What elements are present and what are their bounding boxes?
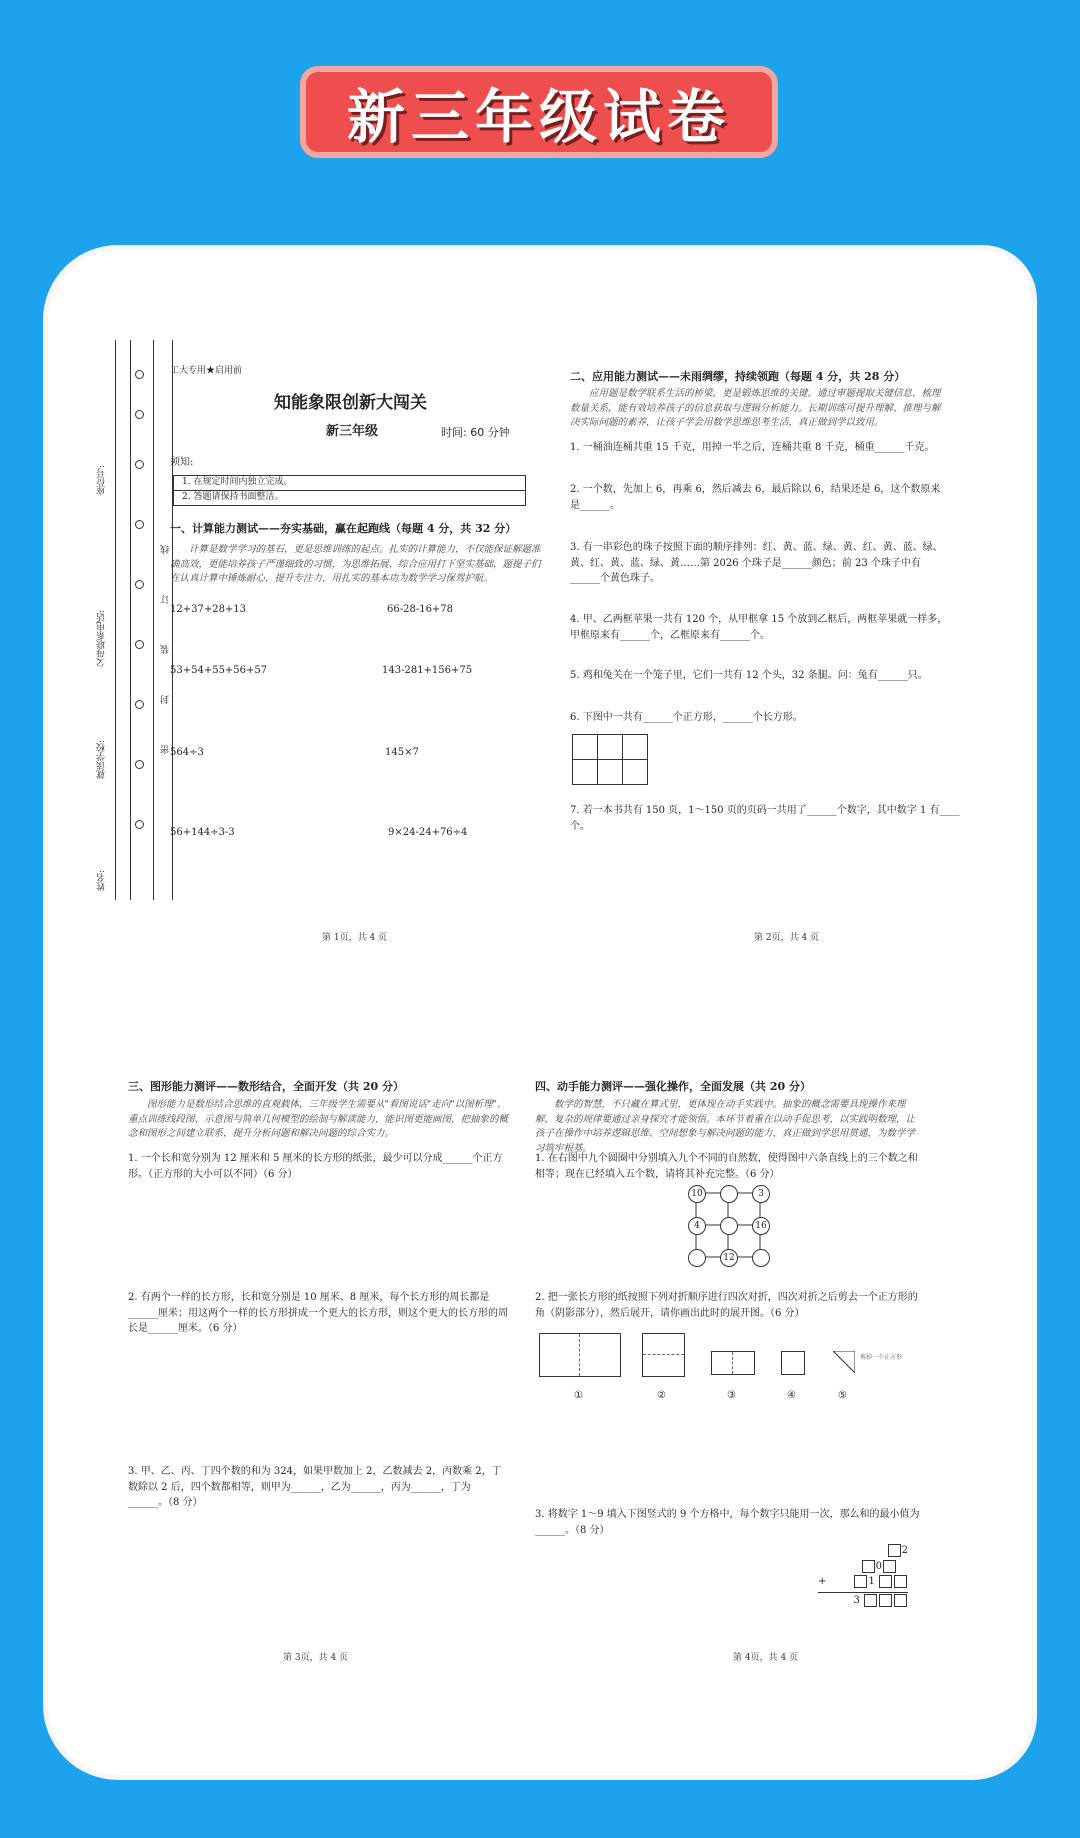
exam-tag: 工大专用★启用前 [170,366,243,376]
circle-mid-right: 16 [752,1217,770,1235]
fold-figure-4 [781,1351,805,1375]
notice-1: 1. 在规定时间内独立完成。 [174,476,525,491]
hands-question-2: 2. 把一张长方形的纸按照下列对折顺序进行四次对折，四次对折之后剪去一个正方形的角（阴影部分），然后展开，请你画出此时的展开图。（6 分） [535,1292,918,1319]
app-question-1: 1. 一桶油连桶共重 15 千克，用掉一半之后，连桶共重 8 千克，桶重______千克。 [570,442,935,453]
section-3-title: 三、图形能力测评——数形结合，全面开发（共 20 分） [128,1080,404,1093]
page-2-footer: 第 2页，共 4 页 [754,933,820,943]
circle-bottom-mid: 12 [720,1249,738,1267]
vertical-addition-figure [818,1543,908,1608]
app-question-2: 2. 一个数，先加上 6，再乘 6，然后减去 6，最后除以 6，结果还是 6，这个数原来是______。 [570,484,941,511]
page-4 [48,250,1032,1775]
fold-label-5: ⑤ [838,1390,847,1401]
notice-label: 须知: [170,457,194,468]
binding-char-order: 订 [161,595,171,604]
plus-sign: + [818,1576,827,1587]
fold-figure-3 [711,1351,755,1375]
section-2-intro: 应用题是数学联系生活的桥梁，更是锻炼思维的关键。通过审题提取关键信息、梳理数量关系，能有效培养孩子的信息获取与逻辑分析能力。长期训练可提升理解、推理与解决实际问题的素养，让孩子学会用数学思维思考生活，真正做到学以致用。 [570,388,941,429]
binding-char-secret: 密 [161,745,171,754]
circle-bottom-right [752,1249,770,1267]
calc-6: 145×7 [385,747,419,758]
section-4-title: 四、动手能力测评——强化操作，全面发展（共 20 分） [535,1080,811,1093]
fold-label-1: ① [574,1390,583,1401]
notice-2: 2. 答题请保持书面整洁。 [182,491,284,502]
fold-label-4: ④ [787,1390,796,1401]
section-2-title: 二、应用能力测试——未雨绸缪，持续领跑（每题 4 分，共 28 分） [570,370,906,383]
binding-char-bind: 装 [161,645,171,654]
exam-title: 知能象限创新大闯关 [274,393,427,413]
binding-char-line: 线 [161,545,171,554]
app-question-4: 4. 甲、乙两框苹果一共有 120 个，从甲框拿 15 个放到乙框后，两框苹果就一样多，甲框原来有______个，乙框原来有______个。 [570,614,948,641]
exam-time: 时间: 60 分钟 [441,426,510,439]
calc-4: 143-281+156+75 [382,665,473,676]
fold-figure-1 [539,1333,621,1377]
fold-figure-2 [642,1333,685,1377]
calc-3: 53+54+55+56+57 [170,665,268,676]
page-4-footer: 第 4页，共 4 页 [733,1653,799,1663]
hands-question-3: 3. 将数字 1～9 填入下图竖式的 9 个方格中，每个数字只能用一次，那么和的最小值为______。（8 分） [535,1509,920,1536]
circle-mid-left: 4 [688,1217,706,1235]
exam-grade: 新三年级 [326,424,379,439]
section-3-intro: 图形能力是数形结合思维的直观载体，三年级学生需要从"看图说话"走向"以图析理"。重点训练线段图、示意图与简单几何模型的绘制与解读能力，能识图更能画图，把抽象的概念和图形之间建立联系，提升分析问题和解决问题的综合实力。 [128,1099,509,1140]
binding-phone: 父母联系电话: [97,610,107,668]
title-banner [300,66,778,158]
binding-name: 姓名: [97,870,107,892]
fold-label-2: ② [657,1390,666,1401]
circle-top-mid [720,1185,738,1203]
circle-center [720,1217,738,1235]
calc-1: 12+37+28+13 [170,604,247,615]
circle-top-left: 10 [688,1185,706,1203]
shape-question-2: 2. 有两个一样的长方形，长和宽分别是 10 厘米、8 厘米，每个长方形的周长都是______厘米；用这两个一样的长方形拼成一个更大的长方形，则这个更大的长方形的周长是______厘米。（6 分） [128,1292,508,1334]
calc-7: 56+144÷3-3 [170,827,235,838]
fold-label-3: ③ [727,1390,736,1401]
section-4-intro: 数学的智慧，不只藏在算式里，更体现在动手实践中。抽象的概念需要具现操作来理解，复杂的规律要通过亲身探究才能领悟。本环节着重在以动手促思考，以实践明数理，让孩子在操作中培养逻辑思维、空间想象与解决问题的能力，真正做到学思用贯通，为数学学习筑牢根基。 [535,1099,916,1155]
circle-bottom-left [688,1249,706,1267]
fold-figure-5 [833,1351,855,1373]
circle-puzzle-figure [688,1185,768,1265]
addend-digit-2: 2 [901,1545,908,1556]
section-1-title: 一、计算能力测试——夯实基础，赢在起跑线（每题 4 分，共 32 分） [170,522,517,535]
hands-question-1: 1. 在右图中九个圆圈中分别填入九个不同的自然数，使得图中六条直线上的三个数之和相等；现在已经填入五个数，请将其补充完整。（6 分） [535,1153,918,1180]
circle-top-right: 3 [752,1185,770,1203]
calc-5: 564÷3 [170,747,204,758]
section-1-intro: 计算是数学学习的基石，更是思维训练的起点。扎实的计算能力，不仅能保证解题准确高效，更能培养孩子严谨细致的习惯，为思维拓展、综合应用打下坚实基础，题提子们在认真计算中锤炼耐心，提升专注力，用扎实的基本功为数学学习保驾护航。 [170,544,541,585]
banner-title: 新三年级试卷 [346,83,731,151]
exam-sheet [48,250,1032,1775]
app-question-3: 3. 有一串彩色的珠子按照下面的顺序排列：红、黄、蓝、绿、黄、红、黄、蓝、绿、黄、红、黄、蓝、绿、黄……第 2026 个珠子是______颜色；前 23 个珠子中有______个黄色珠子。 [570,542,943,584]
page-1-footer: 第 1页，共 4 页 [322,933,388,943]
sum-digit-3: 3 [853,1594,860,1606]
addend-digit-1: 1 [868,1576,875,1587]
binding-char-seal: 封 [161,695,171,704]
app-question-6: 6. 下图中一共有______个正方形，______个长方形。 [570,712,803,723]
calc-2: 66-28-16+78 [387,604,454,615]
fold-note: 剪掉一个正方形 [860,1354,903,1361]
page-3-footer: 第 3页，共 4 页 [283,1653,349,1663]
binding-seat: 座位号: [97,465,107,496]
binding-school: 就读学校: [97,740,107,780]
addend-digit-0: 0 [875,1560,882,1572]
shape-question-1: 1. 一个长和宽分别为 12 厘米和 5 厘米的长方形的纸张，最少可以分成______个正方形。（正方形的大小可以不同）（6 分） [128,1153,503,1180]
shape-question-3: 3. 甲、乙、丙、丁四个数的和为 324，如果甲数加上 2，乙数减去 2，丙数乘 2，丁数除以 2 后，四个数都相等，则甲为______，乙为______，丙为______，丁为______。（8 分） [128,1466,502,1508]
calc-8: 9×24-24+76÷4 [388,827,468,838]
app-question-5: 5. 鸡和兔关在一个笼子里，它们一共有 12 个头，32 条腿。问：兔有______只。 [570,670,928,681]
app-question-7: 7. 若一本书共有 150 页，1～150 页的页码一共用了______个数字，其中数字 1 有____个。 [570,805,960,832]
